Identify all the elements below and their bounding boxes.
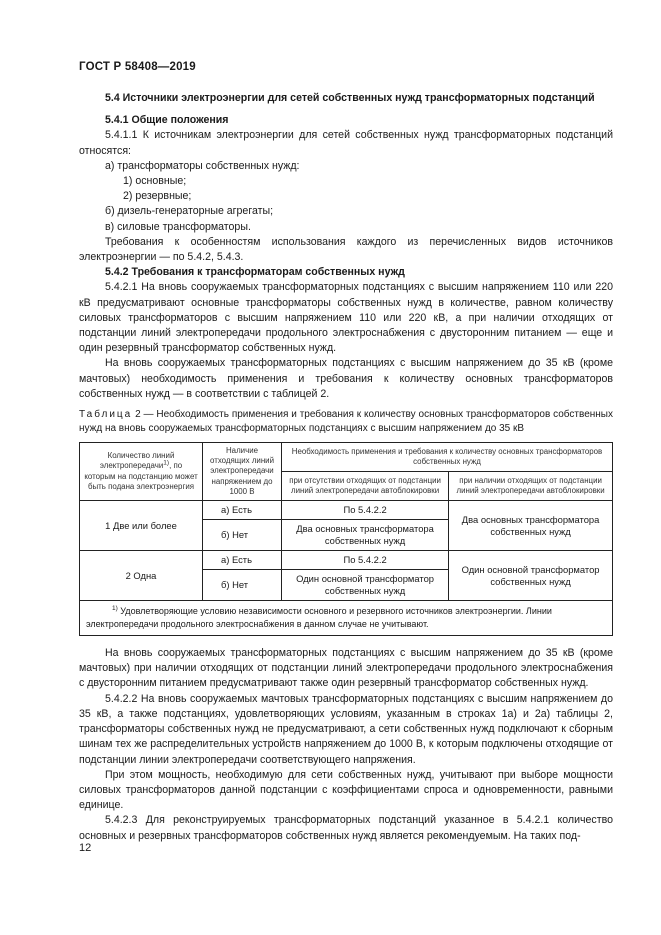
table-header-row [80, 443, 613, 472]
table-cell-choice: б) Нет [203, 520, 282, 551]
document-body [79, 91, 613, 844]
table-row [80, 551, 613, 570]
table-row [80, 501, 613, 520]
table-caption-label: Таблица [79, 409, 133, 421]
paragraph: При этом мощность, необходимую для сети собственных нужд, учитывают при выборе мощности силовых трансформаторов данной подстанции с коэффициентами спроса и одновременности, равными единице. [79, 768, 613, 812]
header-cell-necessity: Необходимость применения и требования к количеству основных трансформаторов собственных нужд [282, 443, 613, 472]
table-cell-value: По 5.4.2.2 [282, 501, 449, 520]
subsection-title-transformers: 5.4.2 Требования к трансформаторам собственных нужд [105, 266, 405, 279]
header-cell-outgoing: Наличие отходящих линий электропередачи напряжением до 1000 В [203, 443, 282, 501]
list-item: 2) резервные; [123, 190, 192, 203]
table-caption [79, 408, 613, 435]
subsection-title-general: 5.4.1 Общие положения [105, 114, 229, 127]
table-cell-value: Два основных трансформатора собственных нужд [449, 501, 613, 551]
table-cell-choice: б) Нет [203, 570, 282, 601]
list-item: 1) основные; [123, 175, 187, 188]
paragraph: 5.4.2.3 Для реконструируемых трансформаторных подстанций указанное в 5.4.2.1 количество основных и резервных трансформаторов собственных нужд является рекомендуемым. На таких под- [79, 814, 613, 842]
table-cell-choice: а) Есть [203, 551, 282, 570]
document-header: ГОСТ Р 58408—2019 [79, 61, 196, 73]
table-cell-value: Один основной трансформатор собственных нужд [449, 551, 613, 601]
table-cell-value: По 5.4.2.2 [282, 551, 449, 570]
paragraph: На вновь сооружаемых трансформаторных подстанциях с высшим напряжением до 35 кВ (кроме мачтовых) необходимость применения и требования к количеству основных трансформаторов собственных нужд — в соответствии с таблицей 2. [79, 357, 613, 400]
list-item: в) силовые трансформаторы. [105, 220, 251, 233]
header-cell-without-autoblock: при отсутствии отходящих от подстанции линий электропередачи автоблокировки [282, 472, 449, 501]
paragraph: На вновь сооружаемых трансформаторных подстанциях с высшим напряжением до 35 кВ (кроме мачтовых) при наличии отходящих от подстанции линий электропередачи продольного электроснабжения с двусторонним питанием предусматривают также один резервный трансформатор собственных нужд. [79, 647, 613, 690]
table-cell-row-label: 2 Одна [80, 551, 203, 601]
paragraph: Требования к особенностям использования каждого из перечисленных видов источников электроэнергии — по 5.4.2, 5.4.3. [79, 235, 613, 264]
table-cell-value: Два основных трансформатора собственных нужд [282, 520, 449, 551]
table-cell-choice: а) Есть [203, 501, 282, 520]
paragraph: 5.4.1.1 К источникам электроэнергии для сетей собственных нужд трансформаторных подстанций относятся: [79, 129, 613, 157]
table-cell-value: Один основной трансформатор собственных нужд [282, 570, 449, 601]
table-caption-text: 2 — Необходимость применения и требования к количеству основных трансформаторов собственных нужд на вновь сооружаемых трансформаторных подстанциях с высшим напряжением до 35 кВ [79, 409, 613, 434]
header-cell-lines: Количество линий электропередачи$^{1)}$, по которым на подстанцию может быть подана электроэнергия [80, 443, 203, 501]
table-footnote: $^{1)}$ Удовлетворяющие условию независимости основного и резервного источников электроэнергии. Линии электропередачи продольного электроснабжения в данном случае не учитывают. [80, 601, 613, 636]
requirements-table [79, 442, 613, 636]
section-title: 5.4 Источники электроэнергии для сетей собственных нужд трансформаторных подстанций [105, 92, 595, 104]
list-item: а) трансформаторы собственных нужд: [105, 159, 300, 172]
table-note-row [80, 601, 613, 636]
table-cell-row-label: 1 Две или более [80, 501, 203, 551]
page-number: 12 [79, 842, 92, 854]
paragraph: 5.4.2.2 На вновь сооружаемых мачтовых трансформаторных подстанциях с высшим напряжением до 35 кВ, а также подстанциях, удовлетворяющих условиям, указанным в строках 1а) и 2а) таблицы 2, трансформаторы собственных нужд не предусматривают, а сети собственных нужд подключают к сборным шинам тех же распределительных устройств напряжением до 1000 В, к которым подключены отходящие от подстанции линии электропередачи соответствующего напряжения. [79, 692, 613, 766]
header-cell-with-autoblock: при наличии отходящих от подстанции линий электропередачи автоблокировки [449, 472, 613, 501]
paragraph: 5.4.2.1 На вновь сооружаемых трансформаторных подстанциях с высшим напряжением 110 или 220 кВ предусматривают основные трансформаторы собственных нужд в количестве, равном количеству силовых трансформаторов с высшим напряжением 110 или 220 кВ, а при наличии отходящих от подстанции линий электропередачи продольного электроснабжения с двусторонним питанием — еще и один резервный трансформатор собственных нужд. [79, 281, 613, 355]
list-item: б) дизель-генераторные агрегаты; [105, 205, 274, 218]
